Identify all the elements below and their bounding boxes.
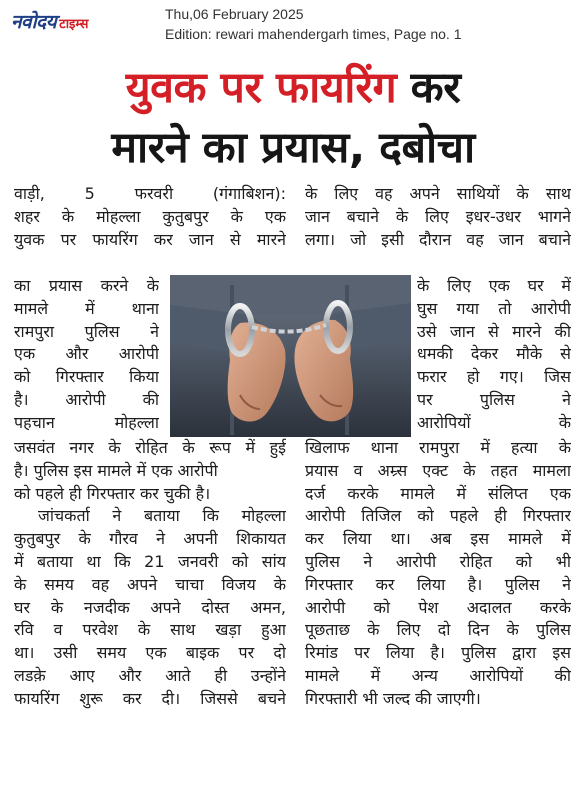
text-line: के लिए एक घर में	[417, 276, 571, 295]
edition-name: Edition: rewari mahendergarh times, Page no. 1	[165, 26, 462, 42]
headline-line-2: मारने का प्रयास, दबोचा	[111, 123, 475, 173]
text-line: है। पुलिस इस मामले में एक आरोपी	[14, 460, 218, 480]
text-line: रिमांड पर लिया है। पुलिस द्वारा इस	[305, 643, 571, 663]
text-line: को गिरफ्तार किया	[14, 367, 159, 387]
text-line: रामपुरा पुलिस ने	[14, 321, 159, 341]
text-line: पुलिस ने आरोपी रोहित को भी	[305, 551, 571, 571]
col1-top-text	[14, 183, 286, 251]
text-line: मामले में अन्य आरोपियों की	[305, 665, 571, 685]
handcuffed-hands-image	[170, 275, 411, 437]
text-line: वाड़ी, 5 फरवरी (गंगाबिशन):	[14, 184, 286, 203]
text-line: युवक पर फायरिंग कर जान से मारने	[14, 229, 286, 249]
col1-wrap-text	[14, 275, 159, 435]
edition-date: Thu,06 February 2025	[165, 6, 304, 22]
text-line: के लिए वह अपने साथियों के साथ	[305, 184, 571, 203]
logo-main-text: नवोदय	[11, 11, 57, 33]
headline	[0, 58, 586, 178]
text-line: एक और आरोपी	[14, 344, 159, 364]
text-line: जान बचाने के लिए इधर-उधर भागने	[305, 206, 571, 226]
text-line: कुतुबपुर के गौरव ने अपनी शिकायत	[14, 529, 286, 549]
text-line: उसे जान से मारने की	[417, 321, 571, 341]
col2-top-text	[305, 183, 571, 251]
text-line: दर्ज करके मामले में संलिप्त एक	[305, 483, 571, 503]
text-line: आरोपी तिजिल को पहले ही गिरफ्तार	[305, 506, 571, 526]
col2-bottom-text	[305, 437, 571, 711]
page-header	[0, 0, 586, 50]
text-line: को पहले ही गिरफ्तार कर चुकी है।	[14, 483, 211, 503]
text-line: मामले में थाना	[14, 298, 159, 318]
text-line: जसवंत नगर के रोहित के रूप में हुई	[14, 438, 286, 457]
newspaper-logo	[11, 6, 88, 36]
logo-sub-text: टाइम्स	[59, 16, 89, 32]
text-line: कर लिया था। अब इस मामले में	[305, 529, 571, 549]
text-line: घुस गया तो आरोपी	[417, 298, 571, 318]
text-line: खिलाफ थाना रामपुरा में हत्या के	[305, 438, 571, 457]
text-line: में बताया था कि 21 जनवरी को सांय	[14, 551, 286, 571]
text-line: शहर के मोहल्ला कुतुबपुर के एक	[14, 206, 286, 226]
text-line: फायरिंग शुरू कर दी। जिससे बचने	[14, 688, 286, 708]
text-line: पर पुलिस ने	[417, 389, 571, 409]
text-line: रवि व परवेश के साथ खड़ा हुआ	[14, 620, 286, 640]
handcuffs-photo	[170, 275, 411, 437]
headline-line-1	[0, 58, 586, 118]
text-line: धमकी देकर मौके से	[417, 344, 571, 364]
col2-wrap-text	[417, 275, 571, 435]
text-line: लडक़े आए और आते ही उन्होंने	[14, 665, 286, 685]
text-line: पूछताछ के लिए दो दिन के पुलिस	[305, 620, 571, 640]
edition-info	[165, 4, 462, 44]
text-line: था। उसी समय एक बाइक पर दो	[14, 643, 286, 663]
text-line: गिरफ्तार कर लिया है। पुलिस ने	[305, 574, 571, 594]
text-line: लगा। जो इसी दौरान वह जान बचाने	[305, 229, 571, 249]
text-line: आरोपी को पेश अदालत करके	[305, 597, 571, 617]
text-line: गिरफ्तारी भी जल्द की जाएगी।	[305, 688, 481, 708]
headline-red-text: युवक पर फायरिंग	[125, 63, 397, 113]
text-line: प्रयास व अम्र्स एक्ट के तहत मामला	[305, 460, 571, 480]
col1-bottom-text	[14, 437, 286, 711]
text-line: पहचान मोहल्ला	[14, 412, 159, 432]
text-line: फरार हो गए। जिस	[417, 367, 571, 387]
text-line: आरोपियों के	[417, 412, 571, 432]
headline-black-text: कर	[396, 63, 461, 113]
text-line: जांचकर्ता ने बताया कि मोहल्ला	[38, 506, 286, 526]
text-line: का प्रयास करने के	[14, 276, 159, 295]
text-line: है। आरोपी की	[14, 389, 159, 409]
text-line: घर के नजदीक अपने दोस्त अमन,	[14, 597, 286, 617]
text-line: के समय वह अपने चाचा विजय के	[14, 574, 286, 594]
